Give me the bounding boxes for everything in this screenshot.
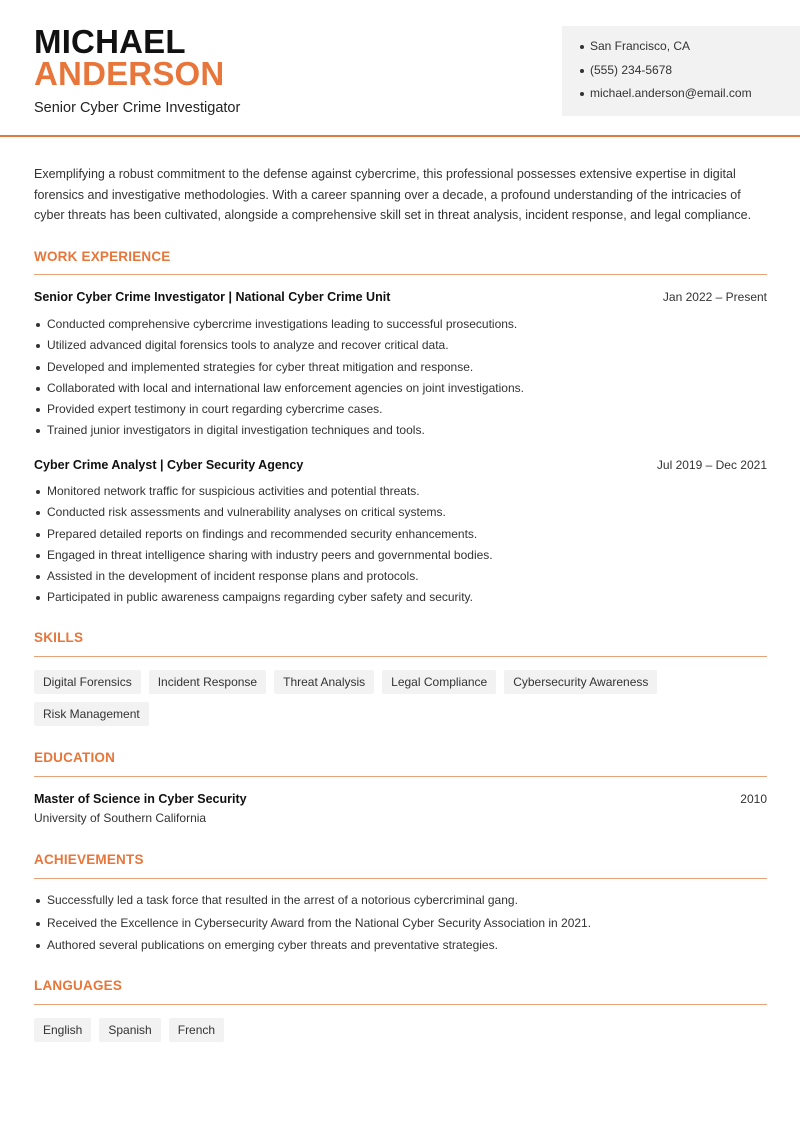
section-title-skills: SKILLS [34, 630, 84, 645]
list-item: Conducted comprehensive cybercrime investigations leading to successful prosecutions. [34, 316, 767, 337]
languages-list [34, 1018, 767, 1042]
section-divider [34, 1004, 767, 1005]
contact-email[interactable]: michael.anderson@email.com [580, 85, 800, 109]
job-dates: Jan 2022 – Present [662, 290, 767, 304]
achievements-list [34, 892, 767, 960]
list-item: Received the Excellence in Cybersecurity Award from the National Cyber Security Association in 2021. [34, 915, 767, 938]
list-item: Participated in public awareness campaigns regarding cyber safety and security. [34, 589, 767, 610]
summary: Exemplifying a robust commitment to the defense against cybercrime, this professional possesses extensive expertise in digital forensics and investigative methodologies. With a career spanning over a decade, a profound understanding of the intricacies of cyber threats has been cultivated, alongside a comprehensive skill set in threat analysis, incident response, and legal compliance. [34, 167, 752, 222]
skill-chip: Incident Response [149, 670, 266, 694]
section-divider [34, 776, 767, 777]
list-item: Provided expert testimony in court regarding cybercrime cases. [34, 401, 767, 422]
job-bullets [34, 316, 767, 444]
list-item: Monitored network traffic for suspicious activities and potential threats. [34, 483, 767, 504]
last-name: ANDERSON [34, 55, 225, 92]
language-chip: Spanish [99, 1018, 160, 1042]
job-role: Cyber Crime Analyst | Cyber Security Agency [34, 458, 304, 472]
section-title-achievements: ACHIEVEMENTS [34, 852, 144, 867]
list-item: Prepared detailed reports on findings and recommended security enhancements. [34, 526, 767, 547]
list-item: Collaborated with local and international law enforcement agencies on joint investigations. [34, 380, 767, 401]
job-role: Senior Cyber Crime Investigator | National Cyber Crime Unit [34, 290, 391, 304]
job-header [34, 458, 767, 472]
first-name: MICHAEL [34, 23, 186, 60]
list-item: Developed and implemented strategies for cyber threat mitigation and response. [34, 359, 767, 380]
education-school: University of Southern California [34, 811, 207, 825]
list-item: Trained junior investigators in digital investigation techniques and tools. [34, 422, 767, 443]
skill-chip: Risk Management [34, 702, 149, 726]
section-title-languages: LANGUAGES [34, 978, 123, 993]
contact-phone: (555) 234-5678 [580, 62, 800, 86]
list-item: Successfully led a task force that resulted in the arrest of a notorious cybercriminal gang. [34, 892, 767, 915]
education-degree: Master of Science in Cyber Security [34, 792, 247, 806]
list-item: Assisted in the development of incident response plans and protocols. [34, 568, 767, 589]
skills-list [34, 670, 767, 726]
education-year: 2010 [740, 792, 767, 806]
language-chip: English [34, 1018, 91, 1042]
job-dates: Jul 2019 – Dec 2021 [656, 458, 767, 472]
section-divider [34, 274, 767, 275]
section-divider [34, 878, 767, 879]
resume-header [0, 0, 800, 137]
skill-chip: Digital Forensics [34, 670, 141, 694]
list-item: Authored several publications on emerging cyber threats and preventative strategies. [34, 937, 767, 960]
job-bullets [34, 483, 767, 611]
list-item: Conducted risk assessments and vulnerability analyses on critical systems. [34, 504, 767, 525]
job-header [34, 290, 767, 304]
skill-chip: Cybersecurity Awareness [504, 670, 657, 694]
section-title-work: WORK EXPERIENCE [34, 249, 171, 264]
section-divider [34, 656, 767, 657]
contact-location: San Francisco, CA [580, 38, 800, 62]
list-item: Engaged in threat intelligence sharing with industry peers and governmental bodies. [34, 547, 767, 568]
list-item: Utilized advanced digital forensics tools to analyze and recover critical data. [34, 337, 767, 358]
language-chip: French [169, 1018, 224, 1042]
job-title: Senior Cyber Crime Investigator [34, 100, 241, 116]
skill-chip: Threat Analysis [274, 670, 374, 694]
contact-box [562, 26, 800, 116]
section-title-education: EDUCATION [34, 750, 116, 765]
skill-chip: Legal Compliance [382, 670, 496, 694]
